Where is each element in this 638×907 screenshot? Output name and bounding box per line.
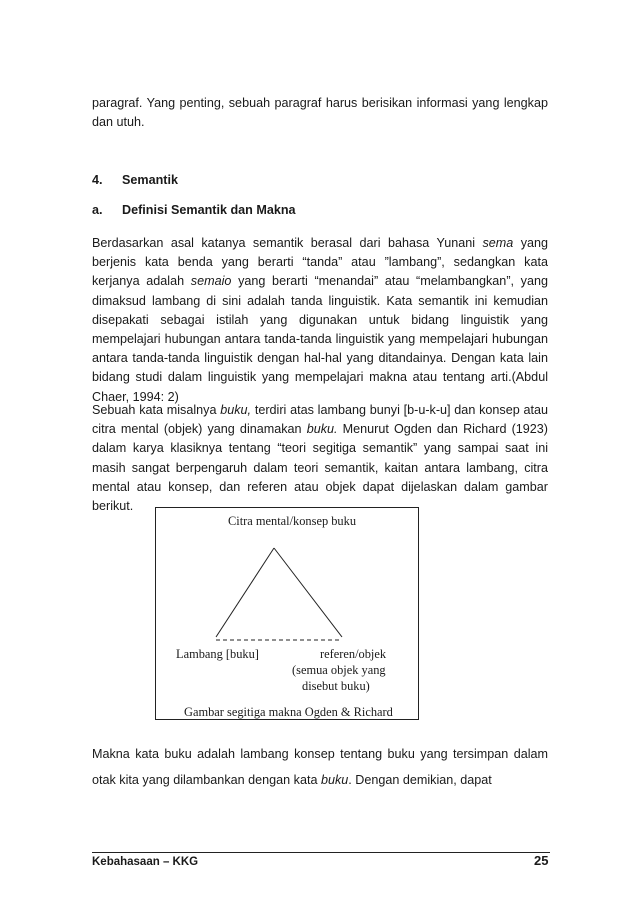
page-number: 25 (534, 853, 549, 868)
subsection-heading (92, 203, 296, 217)
footer-title: Kebahasaan – KKG (92, 856, 199, 868)
figure-caption: Gambar segitiga makna Ogden & Richard (184, 705, 393, 719)
subsection-number: a. (92, 203, 103, 217)
text-run: yang berjenis kata benda yang berarti “tanda” atau ”lambang”, sedangkan kata kerjanya adalah (92, 236, 548, 289)
italic-term: sema (482, 236, 514, 250)
text-run: Berdasarkan asal katanya semantik berasal dari bahasa Yunani (92, 236, 483, 250)
figure-label-referent-line3: disebut buku) (302, 679, 370, 693)
text-run: Makna kata buku adalah lambang konsep tentang buku yang tersimpan dalam otak kita yang dilambankan dengan kata (92, 747, 548, 787)
footer-divider (92, 852, 550, 853)
figure-label-referent: referen/objek (320, 647, 387, 661)
paragraph-definition (92, 234, 548, 407)
figure-label-concept: Citra mental/konsep buku (228, 514, 357, 528)
intro-paragraph: paragraf. Yang penting, sebuah paragraf harus berisikan informasi yang lengkap dan utuh. (92, 96, 548, 130)
section-number: 4. (92, 173, 103, 187)
italic-term: semaio (190, 274, 232, 289)
text-run: yang berarti “menandai” atau “melambangkan”, yang dimaksud lambang di sini adalah tanda linguistik. Kata semantik ini kemudian disepakati sebagai istilah yang digunakan untuk bidang linguistik yang mempelajari hubungan antara tanda-tanda linguistik yang mempelajari hubungan antara tanda-tanda linguistik dengan hal-hal yang ditandainya. Dengan kata lain bidang studi dalam linguistik yang mempelajari makna atau tentang arti.(Abdul Chaer, 1994: 2) (92, 274, 548, 404)
paragraph-meaning (92, 741, 548, 793)
italic-term: buku. (306, 422, 338, 437)
text-run: Menurut Ogden dan Richard (1923) dalam karya klasiknya tentang “teori segitiga semantik” yang sampai saat ini masih sangat berpengaruh dalam teori semantik, kaitan antara lambang, citra mental atau konsep, dan referen atau objek dapat dijelaskan dalam gambar berikut. (92, 422, 548, 514)
triangle-left-edge (216, 548, 274, 637)
figure-label-referent-line2: (semua objek yang (292, 663, 386, 677)
section-heading (92, 173, 178, 187)
text-run: terdiri atas lambang bunyi [b-u-k-u] dan konsep atau citra mental (objek) yang dinamakan (92, 403, 548, 437)
subsection-title: Definisi Semantik dan Makna (122, 203, 296, 217)
text-run: . Dengan demikian, dapat (348, 773, 492, 787)
paragraph-example (92, 401, 548, 516)
triangle-right-edge (274, 548, 342, 637)
italic-term: buku (320, 773, 349, 787)
section-title: Semantik (122, 173, 178, 187)
semantic-triangle-figure (155, 507, 419, 720)
italic-term: buku, (220, 403, 252, 417)
triangle-diagram (156, 508, 420, 721)
text-run: Sebuah kata misalnya (92, 403, 221, 417)
figure-label-symbol: Lambang [buku] (176, 647, 259, 661)
